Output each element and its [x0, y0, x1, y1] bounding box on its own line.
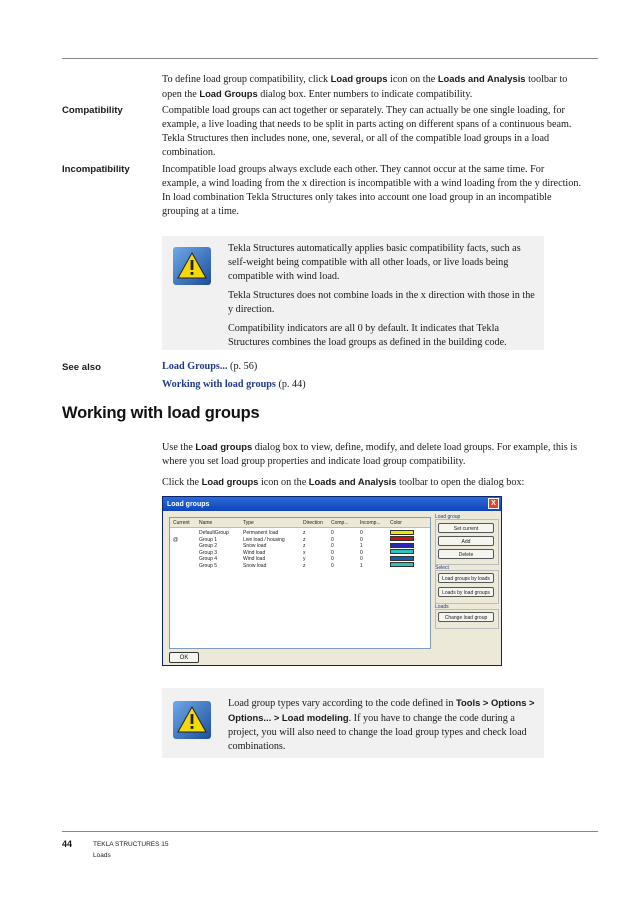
load-groups-table[interactable]	[169, 517, 431, 649]
cell-dir: x	[303, 549, 306, 556]
col-direction[interactable]: Direction	[303, 519, 323, 526]
cell-name: Group 1	[199, 536, 218, 543]
section-text: Click the	[162, 477, 202, 488]
page-ref: (p. 56)	[227, 361, 258, 372]
col-color[interactable]: Color	[390, 519, 402, 526]
section-paragraph-1	[162, 440, 582, 469]
note1-para-3: Compatibility indicators are all 0 by default. It indicates that Tekla Structures combines the load groups as defined in the building code.	[228, 323, 507, 348]
compatibility-label: Compatibility	[62, 105, 123, 116]
add-button[interactable]: Add	[438, 536, 494, 546]
col-name[interactable]: Name	[199, 519, 213, 526]
see-also-label: See also	[62, 362, 101, 373]
cell-comp: 0	[331, 562, 334, 569]
cell-dir: z	[303, 543, 306, 550]
cell-name: Group 3	[199, 549, 218, 556]
dialog-title: Load groups	[167, 500, 210, 508]
compatibility-text: Compatible load groups can act together or separately. They can actually be one single loading, for example, a live loading that needs to be split in parts acting on different spans of a continuous beam. Tekla Structures then includes none, one, several, or all of the compatible load groups in a load combination.	[162, 105, 572, 158]
cell-name: Group 2	[199, 543, 218, 550]
load-groups-dialog	[162, 496, 502, 666]
cell-type: Snow load	[243, 543, 267, 550]
cell-incomp: 0	[360, 549, 363, 556]
color-swatch	[390, 549, 414, 554]
intro-bold-load-groups: Load groups	[330, 73, 388, 84]
warning-icon	[172, 246, 212, 286]
col-comp[interactable]: Comp...	[331, 519, 349, 526]
color-swatch	[390, 562, 414, 567]
section-text: toolbar to open the dialog box:	[396, 477, 525, 488]
cell-dir: z	[303, 530, 306, 537]
color-swatch	[390, 536, 414, 541]
intro-text: To define load group compatibility, click	[162, 74, 331, 85]
delete-button[interactable]: Delete	[438, 549, 494, 559]
warning-icon	[172, 700, 212, 740]
section-text: icon on the	[258, 477, 309, 488]
section-text: Use the	[162, 442, 196, 453]
link-load-groups[interactable]: Load Groups...	[162, 361, 228, 372]
cell-name: DefaultGroup	[199, 530, 229, 537]
color-swatch	[390, 530, 414, 535]
cell-incomp: 1	[360, 562, 363, 569]
cell-type: Permanent load	[243, 530, 279, 537]
cell-type: Snow load	[243, 562, 267, 569]
note1-para-2: Tekla Structures does not combine loads in the x direction with those in the y direction.	[228, 290, 535, 315]
page-number: 44	[62, 839, 73, 849]
note2-text: . If you have to change the code during a project, you will also need to change the load group types and check load combinations.	[228, 713, 527, 752]
page-ref: (p. 44)	[275, 379, 306, 390]
change-load-group-button[interactable]: Change load group	[438, 612, 494, 622]
cell-comp: 0	[331, 530, 334, 537]
group-label-load-group: Load group	[435, 514, 461, 520]
intro-text: dialog box. Enter numbers to indicate compatibility.	[257, 89, 473, 100]
section-heading: Working with load groups	[62, 404, 260, 422]
incompatibility-label: Incompatibility	[62, 164, 130, 175]
link-working-with-load-groups[interactable]: Working with load groups	[162, 379, 276, 390]
cell-incomp: 0	[360, 530, 363, 537]
footer-subtitle: Loads	[93, 852, 111, 859]
group-label-select: Select	[435, 565, 449, 571]
intro-bold-dialog: Load Groups	[199, 88, 258, 99]
table-row[interactable]	[170, 563, 430, 570]
footer-title: TEKLA STRUCTURES 15	[93, 841, 169, 848]
note1-para-1: Tekla Structures automatically applies basic compatibility facts, such as self-weight being compatible with all other loads, or live loads being compatible with wind load.	[228, 243, 521, 282]
section-bold: Load groups	[195, 441, 253, 452]
note2-menu-path: Tools > Options > Options... > Load modeling	[228, 697, 535, 723]
note-box-2	[162, 688, 544, 758]
cell-comp: 0	[331, 556, 334, 563]
section-text: dialog box to view, define, modify, and delete load groups. For example, this is where you set load group properties and indicate load group compatibility.	[162, 442, 578, 467]
cell-dir: z	[303, 562, 306, 569]
cell-incomp: 0	[360, 536, 363, 543]
load-groups-by-loads-button[interactable]: Load groups by loads	[438, 573, 494, 583]
color-swatch	[390, 556, 414, 561]
dialog-titlebar	[163, 497, 501, 511]
ok-button[interactable]: OK	[169, 652, 199, 663]
section-paragraph-2	[162, 475, 582, 490]
incompatibility-text: Incompatible load groups always exclude each other. They cannot occur at the same time. For example, a wind loading from the x direction is incompatible with a wind loading from the y direction. In load combination Tekla Structures only takes into account one load group in an incompatible grouping at a time.	[162, 164, 582, 217]
cell-comp: 0	[331, 543, 334, 550]
cell-comp: 0	[331, 549, 334, 556]
cell-dir: z	[303, 536, 306, 543]
intro-bold-toolbar: Loads and Analysis	[437, 73, 526, 84]
top-rule	[62, 58, 598, 59]
cell-current: @	[173, 536, 179, 543]
intro-text: icon on the	[387, 74, 438, 85]
see-also-link-2-line	[162, 378, 582, 392]
cell-name: Group 5	[199, 562, 218, 569]
cell-type: Wind load	[243, 549, 266, 556]
col-type[interactable]: Type	[243, 519, 254, 526]
loads-by-load-groups-button[interactable]: Loads by load groups	[438, 587, 494, 597]
set-current-button[interactable]: Set current	[438, 523, 494, 533]
col-current[interactable]: Current	[173, 519, 190, 526]
group-label-loads: Loads	[435, 604, 449, 610]
cell-name: Group 4	[199, 556, 218, 563]
close-icon[interactable]: X	[488, 498, 499, 509]
intro-paragraph	[162, 72, 582, 102]
cell-incomp: 0	[360, 556, 363, 563]
footer-rule	[62, 831, 598, 832]
table-header	[170, 518, 430, 528]
cell-comp: 0	[331, 536, 334, 543]
intro-text: toolbar to open the	[162, 74, 568, 100]
cell-type: Wind load	[243, 556, 266, 563]
cell-dir: y	[303, 556, 306, 563]
cell-incomp: 1	[360, 543, 363, 550]
section-bold: Loads and Analysis	[308, 476, 397, 487]
note2-text: Load group types vary according to the code defined in	[228, 698, 457, 709]
section-bold: Load groups	[201, 476, 259, 487]
col-incomp[interactable]: Incomp...	[360, 519, 381, 526]
note-box-1	[162, 236, 544, 350]
color-swatch	[390, 543, 414, 548]
cell-type: Live load / housing	[243, 536, 285, 543]
see-also-link-1-line	[162, 360, 582, 374]
